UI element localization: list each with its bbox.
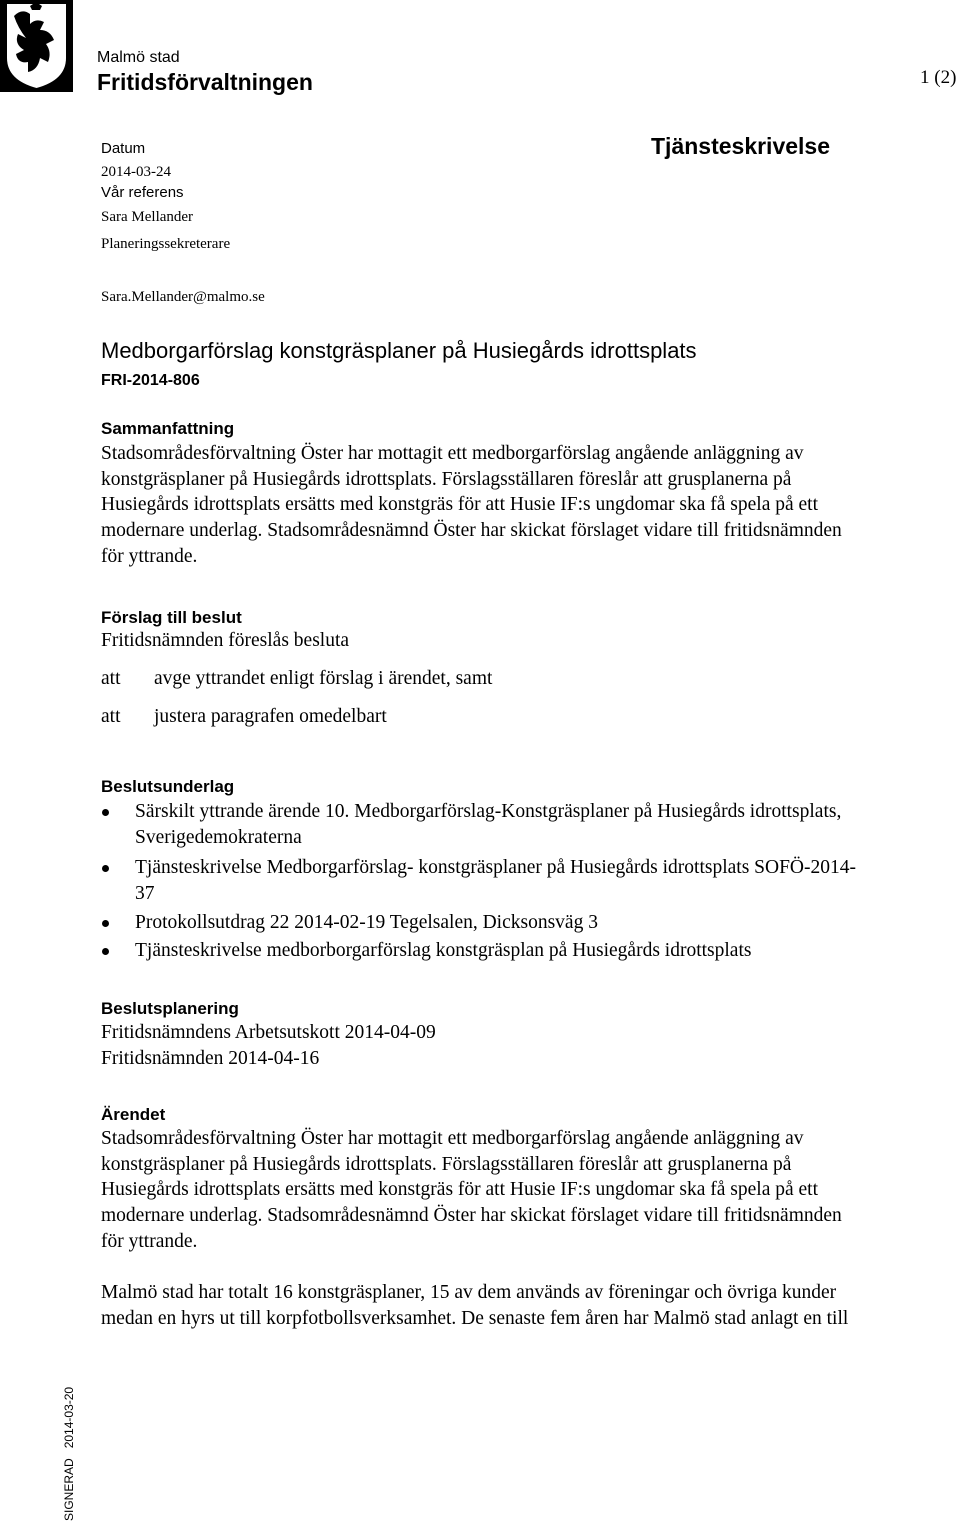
planning-line: Fritidsnämnden 2014-04-16 xyxy=(101,1047,320,1069)
summary-line: Stadsområdesförvaltning Öster har mottagit ett medborgarförslag angående anläggning av xyxy=(101,443,804,464)
organization-name: Malmö stad xyxy=(97,49,180,66)
reference-email: Sara.Mellander@malmo.se xyxy=(101,289,265,305)
summary-line: för yttrande. xyxy=(101,545,198,567)
bullet-icon xyxy=(102,920,109,927)
basis-item-line: Tjänsteskrivelse Medborgarförslag- konstgräsplaner på Husiegårds idrottsplats SOFÖ-2014- xyxy=(135,857,856,878)
matter-line: Stadsområdesförvaltning Öster har mottagit ett medborgarförslag angående anläggning av xyxy=(101,1128,804,1149)
page-number: 1 (2) xyxy=(920,67,957,88)
basis-list-item xyxy=(135,938,751,964)
signed-label: SIGNERAD xyxy=(62,1458,76,1521)
summary-line: konstgräsplaner på Husiegårds idrottsplats. Förslagsställaren föreslår att grusplanerna på xyxy=(101,468,792,490)
matter-line: Malmö stad har totalt 16 konstgräsplaner, 15 av dem används av föreningar och övriga kunder xyxy=(101,1282,837,1303)
basis-item-line: Sverigedemokraterna xyxy=(135,827,302,848)
reference-role: Planeringssekreterare xyxy=(101,236,231,252)
bullet-icon xyxy=(102,948,109,955)
document-type: Tjänsteskrivelse xyxy=(651,133,831,159)
document-title: Medborgarförslag konstgräsplaner på Husiegårds idrottsplats xyxy=(101,338,697,363)
summary-text xyxy=(101,441,842,570)
proposal-item-text: avge yttrandet enligt förslag i ärendet, samt xyxy=(154,668,493,689)
matter-line: modernare underlag. Stadsområdesnämnd Öster har skickat förslaget vidare till fritidsnämnden xyxy=(101,1205,842,1227)
proposal-item-text: justera paragrafen omedelbart xyxy=(154,706,387,727)
planning-line: Fritidsnämndens Arbetsutskott 2014-04-09 xyxy=(101,1022,436,1043)
matter-line: medan en hyrs ut till korpfotbollsverksamhet. De senaste fem åren har Malmö stad anlagt en till xyxy=(101,1307,849,1329)
reference-label: Vår referens xyxy=(101,184,184,201)
matter-heading: Ärendet xyxy=(101,1105,166,1124)
basis-item-line: Tjänsteskrivelse medborborgarförslag konstgräsplan på Husiegårds idrottsplats xyxy=(135,940,752,961)
matter-line: konstgräsplaner på Husiegårds idrottsplats. Förslagsställaren föreslår att grusplanerna på xyxy=(101,1153,792,1175)
planning-heading: Beslutsplanering xyxy=(101,999,239,1018)
proposal-item-label: att xyxy=(101,668,121,689)
basis-list-item xyxy=(135,799,841,851)
bullet-icon xyxy=(102,809,109,816)
summary-line: Husiegårds idrottsplats ersätts med konstgräs för att Husie IF:s ungdomar ska få spela på ett xyxy=(101,494,819,516)
proposal-item-label: att xyxy=(101,706,121,727)
basis-heading: Beslutsunderlag xyxy=(101,777,235,796)
bullet-icon xyxy=(102,865,109,872)
matter-paragraph-2 xyxy=(101,1280,848,1331)
reference-name: Sara Mellander xyxy=(101,209,194,225)
basis-list-item xyxy=(135,910,598,936)
matter-line: Husiegårds idrottsplats ersätts med konstgräs för att Husie IF:s ungdomar ska få spela på ett xyxy=(101,1179,819,1201)
matter-text xyxy=(101,1126,842,1255)
date-value: 2014-03-24 xyxy=(101,164,171,180)
proposal-heading: Förslag till beslut xyxy=(101,608,242,627)
summary-line: modernare underlag. Stadsområdesnämnd Öster har skickat förslaget vidare till fritidsnämnden xyxy=(101,520,842,542)
basis-item-line: Protokollsutdrag 22 2014-02-19 Tegelsalen, Dicksonsväg 3 xyxy=(135,912,598,933)
signed-stamp xyxy=(62,1387,76,1521)
basis-list-item xyxy=(135,855,856,907)
proposal-intro: Fritidsnämnden föreslås besluta xyxy=(101,630,350,651)
basis-item-line: 37 xyxy=(135,883,155,904)
department-name: Fritidsförvaltningen xyxy=(97,69,313,95)
date-label: Datum xyxy=(101,140,146,157)
document-id: FRI-2014-806 xyxy=(101,372,200,389)
signed-date: 2014-03-20 xyxy=(62,1386,76,1449)
basis-item-line: Särskilt yttrande ärende 10. Medborgarförslag-Konstgräsplaner på Husiegårds idrottsplats, xyxy=(135,801,842,822)
matter-line: för yttrande. xyxy=(101,1230,198,1252)
summary-heading: Sammanfattning xyxy=(101,419,235,438)
malmo-coat-of-arms-logo xyxy=(0,0,73,92)
planning-text xyxy=(101,1020,436,1071)
